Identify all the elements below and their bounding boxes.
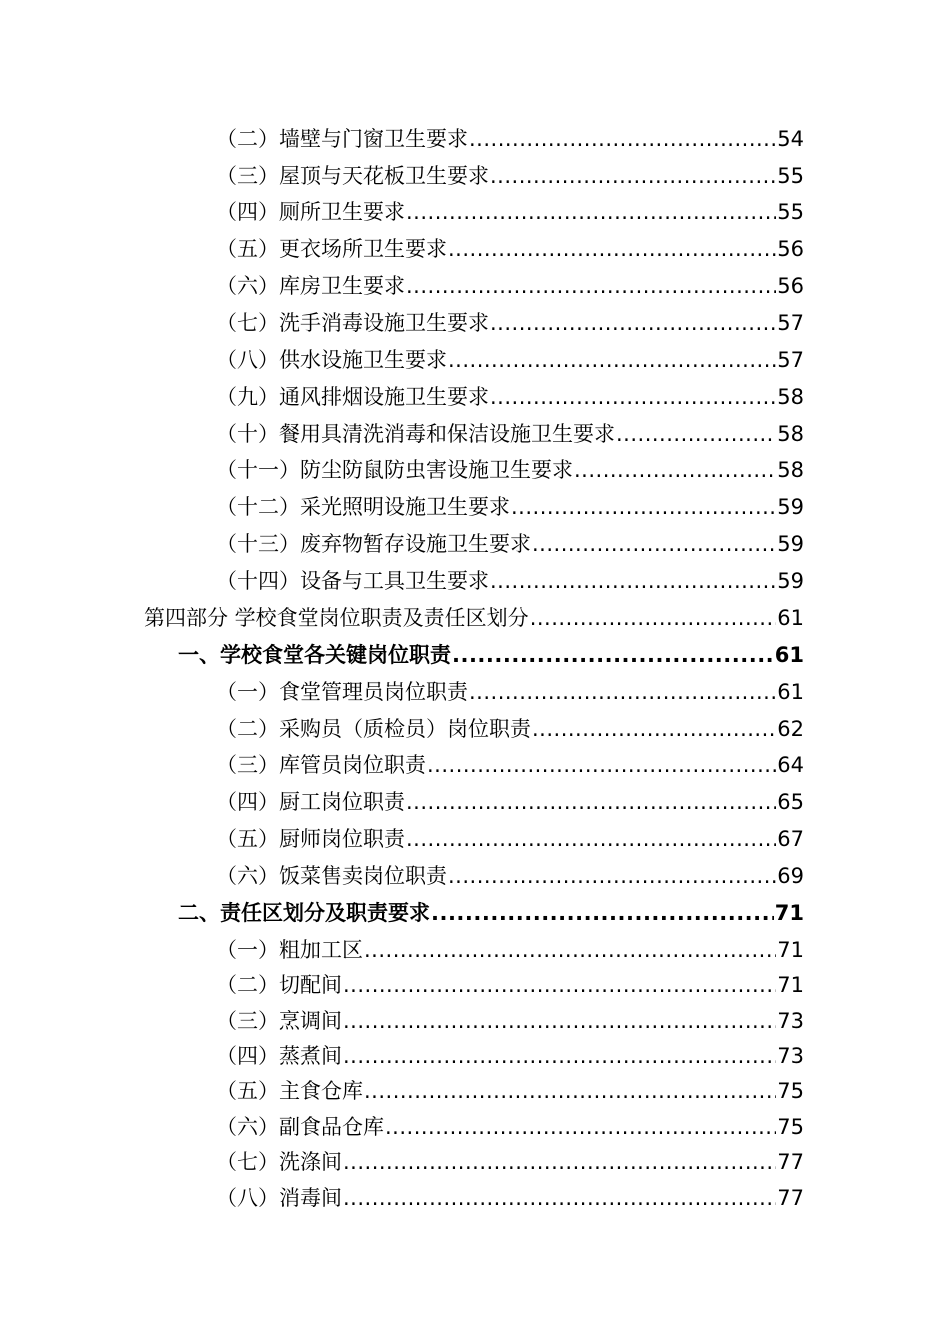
toc-page-number: 55 xyxy=(777,164,804,188)
toc-entry[interactable] xyxy=(216,858,804,894)
toc-dot-leader xyxy=(406,268,776,304)
toc-entry[interactable] xyxy=(216,674,804,710)
toc-entry[interactable] xyxy=(216,932,804,968)
toc-page-number: 59 xyxy=(777,495,804,519)
toc-entry-title: （二）采购员（质检员）岗位职责 xyxy=(216,717,531,741)
toc-entry-title: （二）墙壁与门窗卫生要求 xyxy=(216,127,468,151)
toc-page-number: 56 xyxy=(777,237,804,261)
toc-entry[interactable] xyxy=(216,342,804,378)
toc-entry[interactable] xyxy=(216,1109,804,1145)
toc-dot-leader xyxy=(530,600,777,636)
toc-entry[interactable] xyxy=(216,231,804,267)
toc-page-number: 61 xyxy=(777,606,804,630)
toc-entry[interactable] xyxy=(216,821,804,857)
toc-dot-leader xyxy=(364,932,776,968)
toc-entry-title: （六）库房卫生要求 xyxy=(216,274,405,298)
toc-entry-title: （二）切配间 xyxy=(216,973,342,997)
toc-part-entry[interactable] xyxy=(144,600,804,636)
toc-entry-title: （六）饭菜售卖岗位职责 xyxy=(216,864,447,888)
toc-dot-leader xyxy=(427,747,776,783)
toc-dot-leader xyxy=(490,563,776,599)
toc-dot-leader xyxy=(343,967,776,1003)
toc-entry-title: （十三）废弃物暂存设施卫生要求 xyxy=(216,532,531,556)
toc-entry[interactable] xyxy=(216,784,804,820)
toc-entry-title: （五）厨师岗位职责 xyxy=(216,827,405,851)
toc-page-number: 58 xyxy=(777,422,804,446)
toc-page-number: 65 xyxy=(777,790,804,814)
toc-page-number: 58 xyxy=(777,458,804,482)
toc-page-number: 75 xyxy=(777,1079,804,1103)
toc-page-number: 62 xyxy=(777,717,804,741)
toc-page-number: 71 xyxy=(777,938,804,962)
toc-dot-leader xyxy=(385,1109,776,1145)
toc-entry[interactable] xyxy=(216,305,804,341)
toc-dot-leader xyxy=(343,1144,776,1180)
toc-entry[interactable] xyxy=(216,747,804,783)
toc-entry-title: （一）粗加工区 xyxy=(216,938,363,962)
toc-page-number: 59 xyxy=(777,532,804,556)
toc-dot-leader xyxy=(448,342,776,378)
toc-entry[interactable] xyxy=(216,452,804,488)
toc-entry-title: （五）更衣场所卫生要求 xyxy=(216,237,447,261)
toc-entry-title: （三）库管员岗位职责 xyxy=(216,753,426,777)
toc-entry-title: （七）洗手消毒设施卫生要求 xyxy=(216,311,489,335)
toc-dot-leader xyxy=(532,711,776,747)
toc-dot-leader xyxy=(431,895,774,931)
toc-dot-leader xyxy=(364,1073,776,1109)
toc-page-number: 75 xyxy=(777,1115,804,1139)
toc-entry-title: （九）通风排烟设施卫生要求 xyxy=(216,385,489,409)
toc-entry[interactable] xyxy=(216,489,804,525)
toc-entry[interactable] xyxy=(216,379,804,415)
toc-entry[interactable] xyxy=(216,121,804,157)
toc-entry-title: （十四）设备与工具卫生要求 xyxy=(216,569,489,593)
toc-entry[interactable] xyxy=(216,711,804,747)
toc-entry[interactable] xyxy=(216,268,804,304)
toc-entry[interactable] xyxy=(216,1038,804,1074)
toc-page-number: 55 xyxy=(777,200,804,224)
toc-dot-leader xyxy=(343,1180,776,1216)
toc-section-entry[interactable] xyxy=(178,637,804,673)
toc-entry-title: 第四部分 学校食堂岗位职责及责任区划分 xyxy=(144,606,529,630)
toc-dot-leader xyxy=(452,637,774,673)
toc-entry[interactable] xyxy=(216,416,804,452)
toc-entry-title: （四）蒸煮间 xyxy=(216,1044,342,1068)
toc-page-number: 67 xyxy=(777,827,804,851)
toc-dot-leader xyxy=(490,379,776,415)
toc-entry-title: （十一）防尘防鼠防虫害设施卫生要求 xyxy=(216,458,573,482)
toc-dot-leader xyxy=(343,1003,776,1039)
toc-entry[interactable] xyxy=(216,526,804,562)
toc-page-number: 56 xyxy=(777,274,804,298)
toc-entry-title: （三）烹调间 xyxy=(216,1009,342,1033)
toc-section-entry[interactable] xyxy=(178,895,804,931)
toc-page-number: 77 xyxy=(777,1186,804,1210)
toc-page-number: 71 xyxy=(774,901,804,925)
toc-entry-title: 二、责任区划分及职责要求 xyxy=(178,901,430,925)
toc-entry[interactable] xyxy=(216,563,804,599)
toc-entry-title: （三）屋顶与天花板卫生要求 xyxy=(216,164,489,188)
toc-entry-title: （八）消毒间 xyxy=(216,1186,342,1210)
toc-entry-title: （四）厕所卫生要求 xyxy=(216,200,405,224)
toc-entry-title: （六）副食品仓库 xyxy=(216,1115,384,1139)
toc-entry[interactable] xyxy=(216,1003,804,1039)
toc-page-number: 59 xyxy=(777,569,804,593)
toc-dot-leader xyxy=(511,489,776,525)
toc-entry-title: （五）主食仓库 xyxy=(216,1079,363,1103)
toc-entry[interactable] xyxy=(216,1073,804,1109)
toc-page-number: 71 xyxy=(777,973,804,997)
toc-page-number: 57 xyxy=(777,311,804,335)
toc-page-number: 73 xyxy=(777,1044,804,1068)
toc-dot-leader xyxy=(343,1038,776,1074)
toc-entry-title: （十）餐用具清洗消毒和保洁设施卫生要求 xyxy=(216,422,615,446)
toc-entry[interactable] xyxy=(216,967,804,1003)
toc-page-number: 57 xyxy=(777,348,804,372)
toc-entry-title: （一）食堂管理员岗位职责 xyxy=(216,680,468,704)
toc-dot-leader xyxy=(469,121,776,157)
toc-dot-leader xyxy=(490,158,776,194)
toc-page-number: 61 xyxy=(774,643,804,667)
toc-entry[interactable] xyxy=(216,158,804,194)
toc-entry-title: （四）厨工岗位职责 xyxy=(216,790,405,814)
toc-entry[interactable] xyxy=(216,194,804,230)
toc-dot-leader xyxy=(406,784,776,820)
toc-page-number: 54 xyxy=(777,127,804,151)
toc-page-number: 58 xyxy=(777,385,804,409)
toc-entry-title: （七）洗涤间 xyxy=(216,1150,342,1174)
toc-dot-leader xyxy=(448,231,776,267)
toc-dot-leader xyxy=(616,416,776,452)
toc-dot-leader xyxy=(406,194,776,230)
toc-dot-leader xyxy=(574,452,776,488)
toc-entry-title: （十二）采光照明设施卫生要求 xyxy=(216,495,510,519)
toc-dot-leader xyxy=(490,305,776,341)
toc-page-number: 61 xyxy=(777,680,804,704)
toc-entry[interactable] xyxy=(216,1180,804,1216)
toc-entry-title: 一、学校食堂各关键岗位职责 xyxy=(178,643,451,667)
toc-dot-leader xyxy=(469,674,776,710)
toc-dot-leader xyxy=(448,858,776,894)
toc-entry-title: （八）供水设施卫生要求 xyxy=(216,348,447,372)
toc-page-number: 69 xyxy=(777,864,804,888)
toc-dot-leader xyxy=(406,821,776,857)
toc-page-number: 73 xyxy=(777,1009,804,1033)
toc-dot-leader xyxy=(532,526,776,562)
toc-page-number: 77 xyxy=(777,1150,804,1174)
toc-entry[interactable] xyxy=(216,1144,804,1180)
toc-page-number: 64 xyxy=(777,753,804,777)
